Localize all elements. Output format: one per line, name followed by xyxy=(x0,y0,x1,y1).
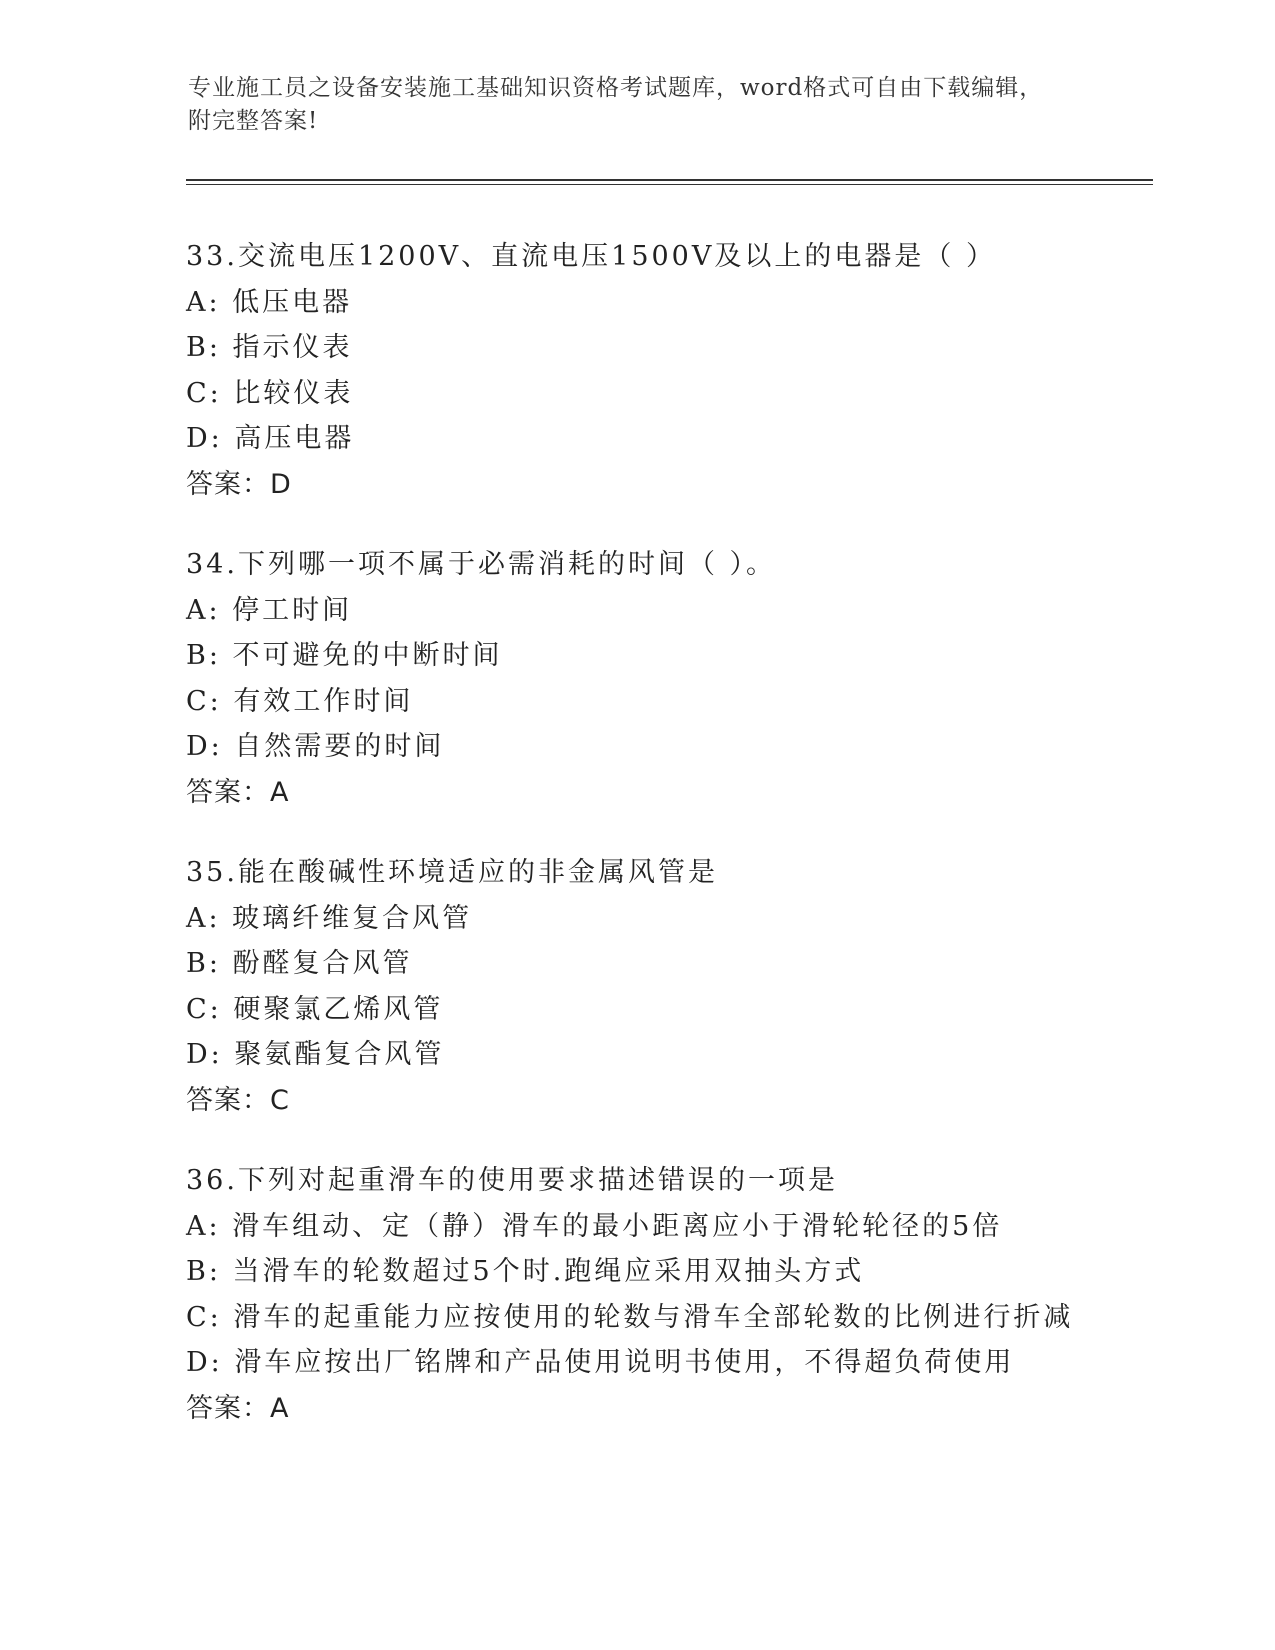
option-d: D: 自然需要的时间 xyxy=(186,731,445,762)
question-33 xyxy=(186,234,1166,507)
question-36 xyxy=(186,1158,1166,1431)
option-b: B: 当滑车的轮数超过5个时.跑绳应采用双抽头方式 xyxy=(186,1256,865,1287)
option-d: D: 聚氨酯复合风管 xyxy=(186,1039,445,1070)
option-c: C: 有效工作时间 xyxy=(186,685,414,717)
header-line-1: 专业施工员之设备安装施工基础知识资格考试题库，word格式可自由下载编辑， xyxy=(188,75,1044,101)
header-divider-top xyxy=(186,179,1153,181)
option-a: A: 玻璃纤维复合风管 xyxy=(186,902,473,934)
option-c: C: 滑车的起重能力应按使用的轮数与滑车全部轮数的比例进行折减 xyxy=(186,1301,1074,1333)
question-list xyxy=(186,234,1166,1466)
answer-line: 答案：C xyxy=(186,1084,290,1116)
option-b: B: 不可避免的中断时间 xyxy=(186,640,503,671)
option-d: D: 高压电器 xyxy=(186,423,355,454)
option-a: A: 低压电器 xyxy=(186,286,353,318)
option-d: D: 滑车应按出厂铭牌和产品使用说明书使用，不得超负荷使用 xyxy=(186,1347,1015,1378)
option-a: A: 停工时间 xyxy=(186,594,353,626)
answer-line: 答案：D xyxy=(186,468,292,500)
answer-line: 答案：A xyxy=(186,1392,290,1424)
question-stem: 36.下列对起重滑车的使用要求描述错误的一项是 xyxy=(186,1165,838,1196)
question-stem: 33.交流电压1200V、直流电压1500V及以上的电器是（ ） xyxy=(186,241,996,272)
answer-line: 答案：A xyxy=(186,776,290,808)
header-divider-bottom xyxy=(186,184,1153,185)
option-c: C: 比较仪表 xyxy=(186,377,354,409)
question-stem: 34.下列哪一项不属于必需消耗的时间（ ）。 xyxy=(186,549,777,580)
option-b: B: 酚醛复合风管 xyxy=(186,948,413,979)
document-header xyxy=(188,72,1068,138)
question-stem: 35.能在酸碱性环境适应的非金属风管是 xyxy=(186,857,718,888)
option-b: B: 指示仪表 xyxy=(186,332,353,363)
header-line-2: 附完整答案! xyxy=(188,108,319,134)
option-c: C: 硬聚氯乙烯风管 xyxy=(186,993,444,1025)
option-a: A: 滑车组动、定（静）滑车的最小距离应小于滑轮轮径的5倍 xyxy=(186,1210,1003,1242)
question-35 xyxy=(186,850,1166,1123)
question-34 xyxy=(186,542,1166,815)
